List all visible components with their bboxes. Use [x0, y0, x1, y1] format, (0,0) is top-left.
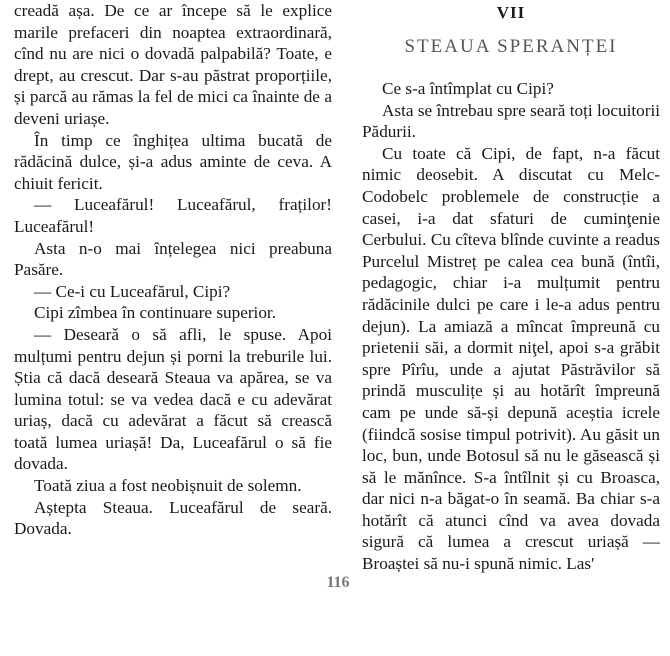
paragraph: În timp ce înghițea ultima bucată de rădăcină dulce, și-a adus aminte de ceva. A chiuit fericit. [14, 130, 332, 193]
paragraph: creadă așa. De ce ar începe să le explice marile prefaceri din noaptea extraordinară, cînd nu are nici o dovadă palpabilă? Toate, e drept, au crescut. Dar s-au păstrat proporțiile, și parcă au rămas la fel de mici ca înainte de a deveni uriașe. [14, 1, 332, 128]
right-text-column [362, 0, 660, 575]
chapter-title: STEAUA SPERANȚEI [404, 36, 618, 57]
paragraph: Asta n-o mai înțelegea nici preabuna Pasăre. [14, 238, 332, 280]
paragraph: Cu toate că Cipi, de fapt, n-a făcut nimic deosebit. A discutat cu Melc-Codobelc problemele de construcție a casei, i-a dat sfaturi de cuminţenie Cerbului. Cu cîteva blînde cuvinte a readus Purcelul Mistreț pe calea cea bună (întîi, pedagogic, chiar i-a mulțumit pentru rădăcinile dulci pe care i le-a adus pentru dejun). La amiază a mîncat împreună cu prietenii săi, a dormit niţel, apoi s-a grăbit spre Pîrîu, unde a ajutat Păstrăvilor să prindă musculițe și au hotărît împreună cam pe unde să-și depună aceștia icrele (fiindcă sosise timpul potrivit). Au găsit un loc, bun, unde Botosul să nu le găsească și să le mănînce. S-a întîlnit și cu Broasca, dar nici n-a băgat-o în seamă. Ba chiar s-a hotărît că atunci cînd va avea dovada sigură că lumea a crescut uriașă — Broaștei să nu-i spună nimic. Las' [362, 143, 660, 574]
paragraph: Cipi zîmbea în continuare superior. [34, 303, 276, 323]
paragraph: — Ce-i cu Luceafărul, Cipi? [34, 281, 231, 301]
left-text-column [14, 0, 332, 540]
paragraph: Toată ziua a fost neobișnuit de solemn. [34, 476, 302, 496]
paragraph: Ce s-a întîmplat cu Cipi? [382, 79, 554, 98]
chapter-number: VII [496, 3, 526, 22]
page-number: 116 [326, 574, 350, 591]
paragraph: — Desearǎ o să afli, le spuse. Apoi mulțumi pentru dejun și porni la treburile lui. Știa că dacă deseară Steaua va apărea, se va lumina totul: se va vedea dacă e cu adevărat uriaș, dacă cu adevărat a făcut să crească toată lumea uriașă! Da, Luceafărul o să fie dovada. [14, 324, 332, 474]
paragraph: Aștepta Steaua. Luceafărul de seară. Dovada. [14, 497, 332, 539]
paragraph: — Luceafărul! Luceafărul, fraților! Luceafărul! [14, 195, 332, 236]
paragraph: Asta se întrebau spre seară toți locuitorii Pădurii. [362, 100, 660, 142]
